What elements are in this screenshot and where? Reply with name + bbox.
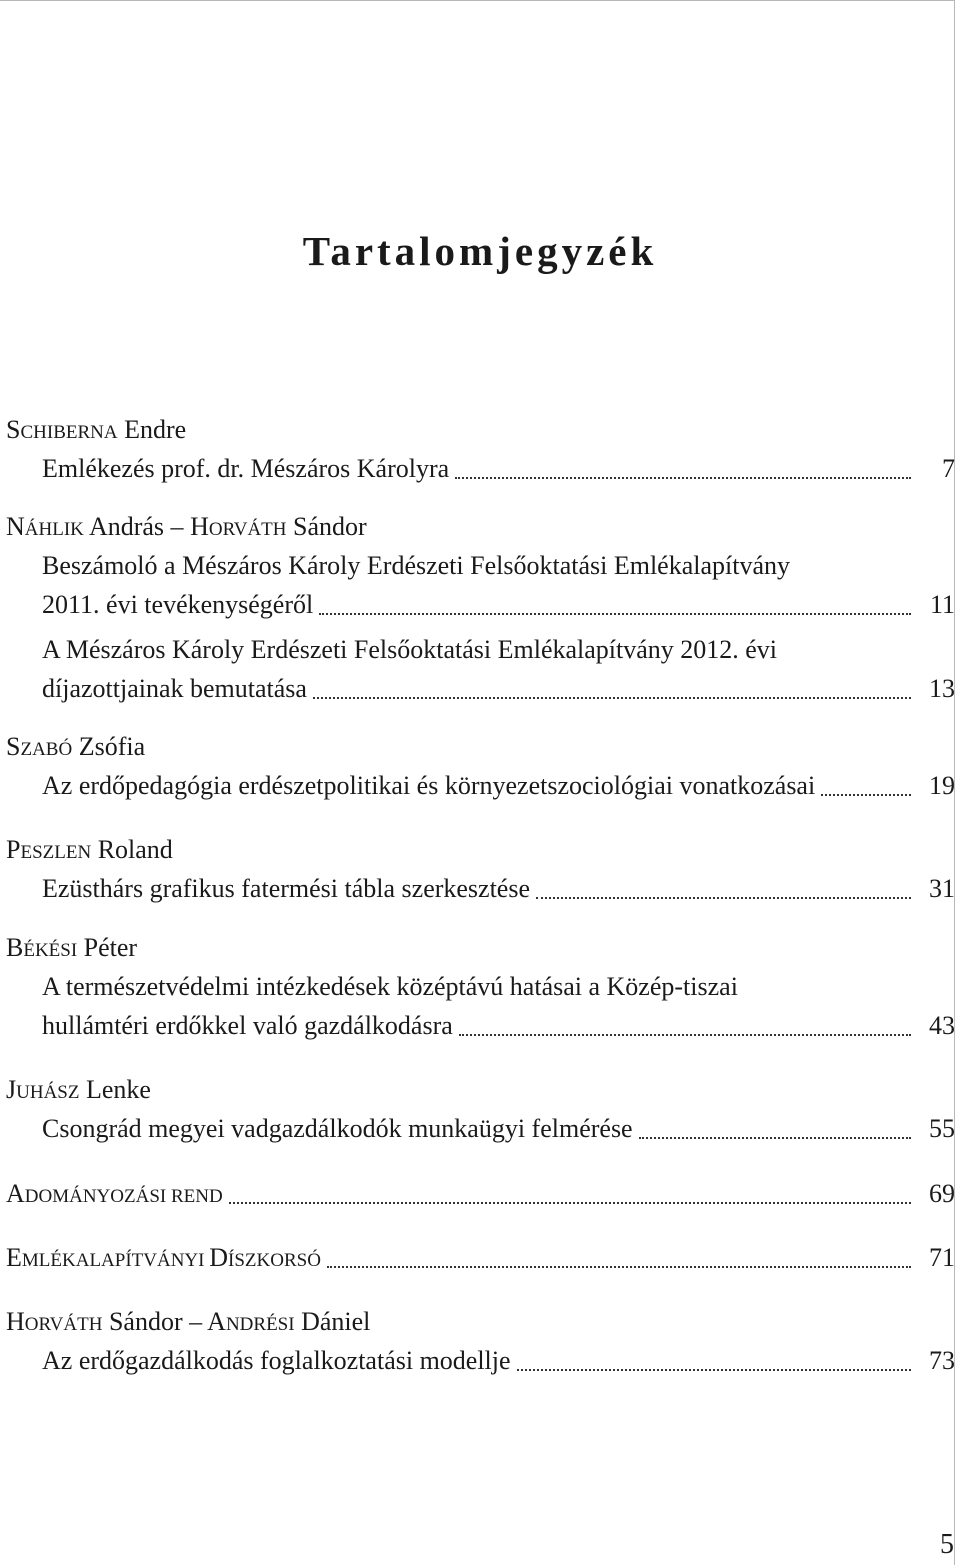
author-line: HORVÁTH Sándor – ANDRÉSI Dániel	[6, 1307, 371, 1336]
entry-title: Ezüsthárs grafikus fatermési tábla szerkesztése	[42, 874, 531, 903]
entry-title: 2011. évi tevékenységéről	[42, 590, 314, 619]
toc-entry[interactable]	[42, 1111, 955, 1147]
dot-leader	[455, 477, 911, 479]
page-number: 69	[929, 1179, 955, 1208]
toc-entry[interactable]	[42, 768, 955, 804]
entry-title: Az erdőgazdálkodás foglalkoztatási modellje	[42, 1346, 511, 1375]
toc-entry[interactable]	[42, 451, 955, 487]
entry-title: díjazottjainak bemutatása	[42, 674, 307, 703]
dot-leader	[821, 794, 911, 796]
page-number: 19	[929, 771, 955, 800]
section-title: EMLÉKALAPÍTVÁNYI DÍSZKORSÓ	[6, 1243, 321, 1272]
entry-title-continued: Beszámoló a Mészáros Károly Erdészeti Felsőoktatási Emlékalapítvány	[42, 551, 790, 580]
entry-title: hullámtéri erdőkkel való gazdálkodásra	[42, 1011, 453, 1040]
toc-entry[interactable]	[42, 1343, 955, 1379]
dot-leader	[313, 697, 911, 699]
entry-title-continued: A Mészáros Károly Erdészeti Felsőoktatási Emlékalapítvány 2012. évi	[42, 635, 778, 664]
page-number: 55	[929, 1114, 955, 1143]
dot-leader	[459, 1034, 911, 1036]
toc-entry[interactable]	[42, 871, 955, 907]
page-title: Tartalomjegyzék	[302, 228, 658, 274]
toc-entry[interactable]	[42, 671, 955, 707]
page-number: 11	[929, 590, 955, 619]
page-number: 13	[929, 674, 955, 703]
section-title: ADOMÁNYOZÁSI REND	[6, 1179, 223, 1208]
author-line: NÁHLIK András – HORVÁTH Sándor	[6, 512, 367, 541]
author-line: SZABÓ Zsófia	[6, 732, 146, 761]
entry-title: Az erdőpedagógia erdészetpolitikai és környezetszociológiai vonatkozásai	[42, 771, 816, 800]
dot-leader	[229, 1202, 911, 1204]
page-number: 73	[929, 1346, 955, 1375]
toc-section-entry[interactable]	[6, 1176, 955, 1212]
page-number: 7	[942, 454, 955, 483]
dot-leader	[517, 1369, 911, 1371]
author-line: JUHÁSZ Lenke	[6, 1075, 151, 1104]
author-line: PESZLEN Roland	[6, 835, 173, 864]
toc-entry[interactable]	[42, 587, 955, 623]
footer-page-number: 5	[940, 1529, 954, 1560]
toc-entry[interactable]	[42, 1008, 955, 1044]
page-number: 31	[929, 874, 955, 903]
dot-leader	[639, 1137, 911, 1139]
entry-title: Csongrád megyei vadgazdálkodók munkaügyi felmérése	[42, 1114, 633, 1143]
dot-leader	[327, 1266, 911, 1268]
toc-section-entry[interactable]	[6, 1240, 955, 1276]
page-number: 43	[929, 1011, 955, 1040]
author-line: BÉKÉSI Péter	[6, 933, 138, 962]
dot-leader	[536, 897, 911, 899]
entry-title: Emlékezés prof. dr. Mészáros Károlyra	[42, 454, 450, 483]
page-number: 71	[929, 1243, 955, 1272]
dot-leader	[319, 613, 911, 615]
author-line: SCHIBERNA Endre	[6, 415, 187, 444]
entry-title-continued: A természetvédelmi intézkedések középtávú hatásai a Közép-tiszai	[42, 972, 738, 1001]
